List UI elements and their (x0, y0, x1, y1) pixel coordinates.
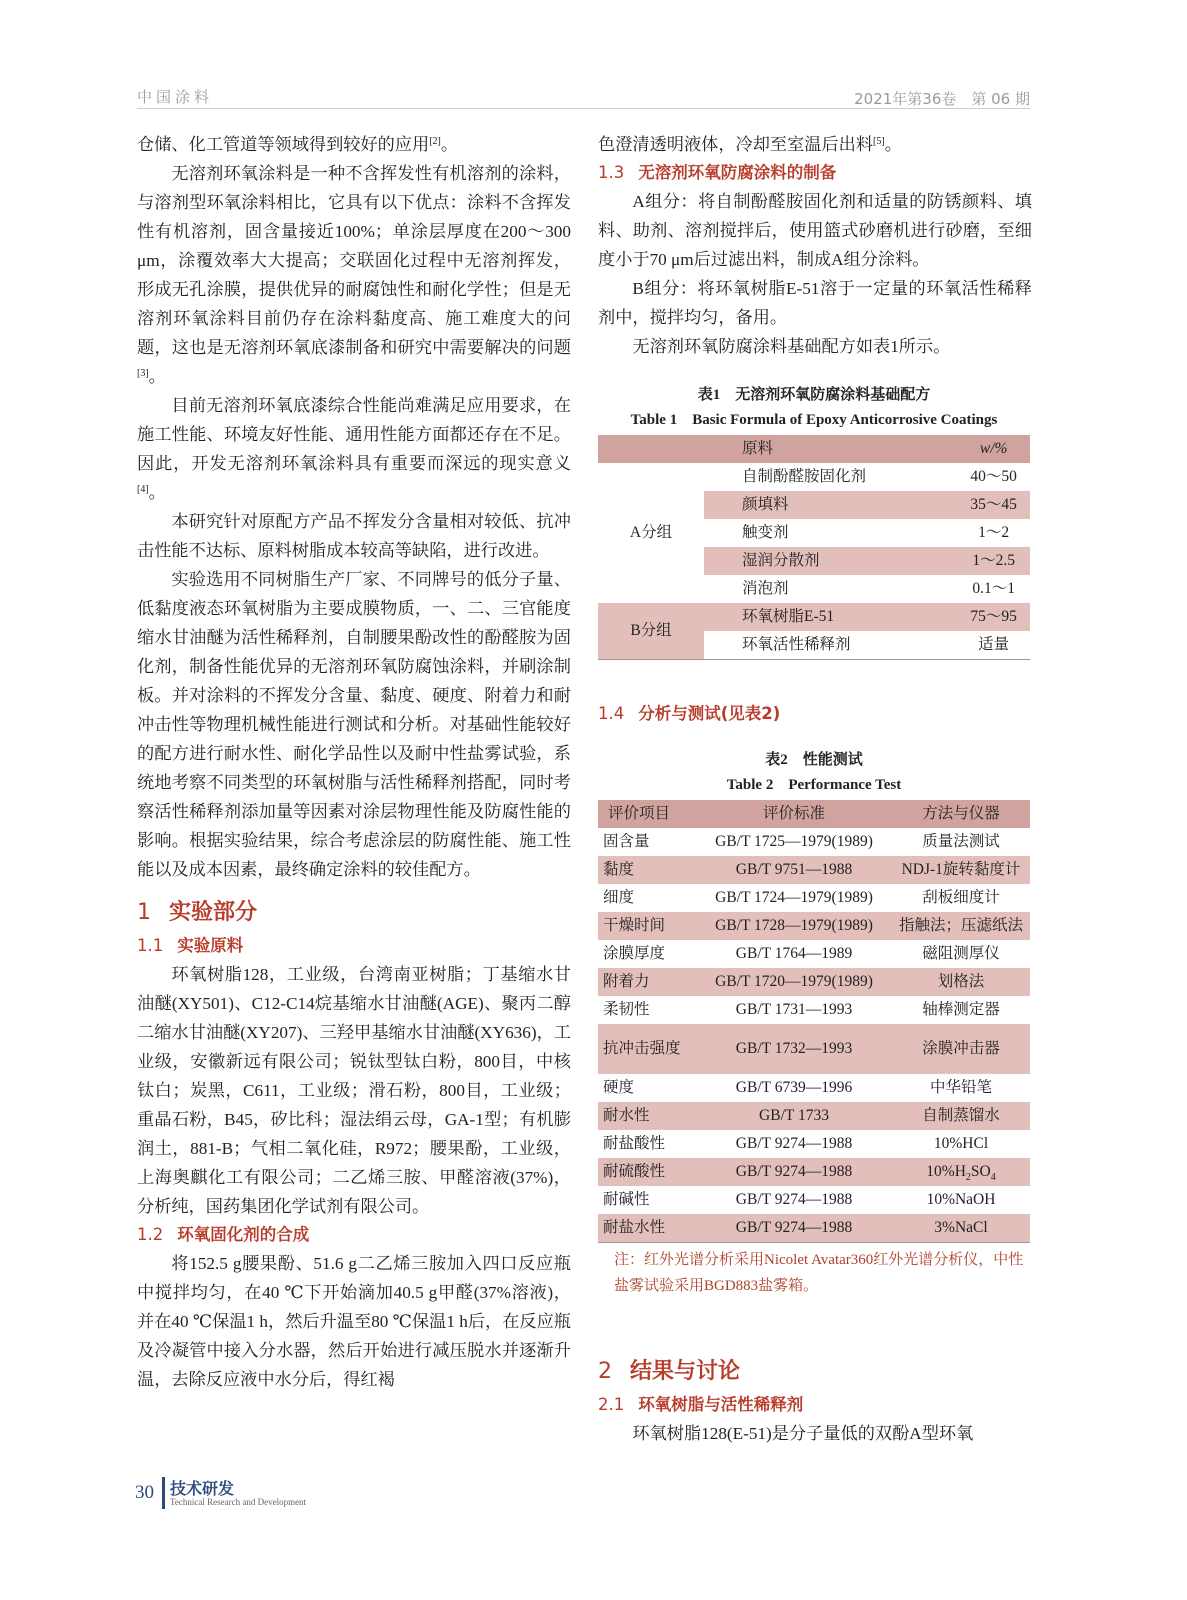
item-cell: 耐碱性 (603, 1191, 650, 1208)
table2-row (598, 1024, 1030, 1074)
paragraph: 色澄清透明液体，冷却至室温后出料[5]。 (598, 135, 902, 154)
standard-cell: GB/T 9274—1988 (735, 1191, 853, 1208)
header-rule (137, 108, 1030, 109)
method-cell: 10%NaOH (926, 1191, 996, 1208)
standard-cell: GB/T 1720—1979(1989) (715, 973, 873, 990)
standard-cell: GB/T 9274—1988 (735, 1163, 853, 1180)
right-column (598, 130, 1032, 1448)
paragraph: 环氧树脂128(E-51)是分子量低的双酚A型环氧 (632, 1424, 974, 1443)
page-number: 30 (135, 1482, 154, 1503)
header-cell (598, 435, 704, 463)
citation[interactable]: [5] (873, 136, 885, 147)
value-cell: 适量 (978, 636, 1010, 653)
citation[interactable]: [4] (137, 484, 149, 495)
value-cell: 75～95 (957, 603, 1030, 631)
table2-row (598, 996, 1030, 1024)
item-cell: 细度 (603, 889, 635, 906)
standard-cell: GB/T 6739—1996 (735, 1079, 853, 1096)
item-cell: 硬度 (603, 1079, 635, 1096)
method-cell (892, 1158, 1030, 1186)
standard-cell: GB/T 1764—1989 (735, 945, 853, 962)
header-cell: w/% (979, 440, 1008, 457)
method-cell: 涂膜冲击器 (922, 1040, 1000, 1057)
table1-caption-en: Table 1 Basic Formula of Epoxy Anticorrosive Coatings (630, 412, 998, 428)
paragraph: 本研究针对原配方产品不挥发分含量相对较低、抗冲击性能不达标、原料树脂成本较高等缺陷，进行改进。 (137, 512, 571, 560)
journal-name: 中国涂料 (137, 88, 214, 106)
paragraph: 仓储、化工管道等领域得到较好的应用[2]。 (137, 135, 459, 154)
item-cell: 耐盐酸性 (603, 1135, 666, 1152)
citation[interactable]: [2] (429, 136, 441, 147)
item-cell: 涂膜厚度 (603, 945, 666, 962)
header-cell: 评价项目 (608, 805, 671, 822)
table2-row (598, 1186, 1030, 1214)
table2-row (598, 1214, 1030, 1243)
method-cell: 自制蒸馏水 (922, 1107, 1000, 1124)
standard-cell: GB/T 9274—1988 (735, 1135, 853, 1152)
table2-caption-cn: 表2 性能测试 (765, 752, 863, 768)
value-cell: 1～2 (978, 524, 1010, 541)
standard-cell: GB/T 9274—1988 (735, 1219, 853, 1236)
table1-header-row (598, 435, 1030, 463)
method-cell: 刮板细度计 (922, 889, 1000, 906)
left-column (137, 130, 571, 1394)
table2-row (598, 968, 1030, 996)
material-cell: 自制酚醛胺固化剂 (742, 468, 867, 485)
table2-note: 注：红外光谱分析采用Nicolet Avatar360红外光谱分析仪，中性盐雾试验采用BGD883盐雾箱。 (614, 1252, 1024, 1294)
footer-bar (162, 1477, 165, 1509)
material-cell: 环氧活性稀释剂 (742, 636, 851, 653)
paragraph: 无溶剂环氧涂料是一种不含挥发性有机溶剂的涂料，与溶剂型环氧涂料相比，它具有以下优点：涂料不含挥发性有机溶剂，固含量接近100%；单涂层厚度在200～300 μm，涂覆效率大大提高；交联固化过程中无溶剂挥发，形成无孔涂膜，提供优异的耐腐蚀性和耐化学性；但是无溶剂环氧涂料目前仍存在涂料黏度高、施工难度大的问题，这也是无溶剂环氧底漆制备和研究中需要解决的问题[3]。 (137, 164, 571, 386)
subsection-heading: 1.3 无溶剂环氧防腐涂料的制备 (598, 163, 837, 182)
section-heading: 1 实验部分 (137, 900, 258, 925)
paragraph: 无溶剂环氧防腐涂料基础配方如表1所示。 (632, 337, 951, 356)
method-cell: 指触法；压滤纸法 (898, 917, 1023, 934)
item-cell: 附着力 (603, 973, 650, 990)
standard-cell: GB/T 1725—1979(1989) (715, 833, 873, 850)
standard-cell: GB/T 1732—1993 (735, 1040, 853, 1057)
table2-header-row (598, 800, 1030, 828)
standard-cell: GB/T 9751—1988 (735, 861, 853, 878)
item-cell: 黏度 (603, 861, 635, 878)
table2-caption-en: Table 2 Performance Test (726, 777, 902, 793)
method-cell: 轴棒测定器 (922, 1001, 1000, 1018)
formula-part: 2 (965, 1172, 971, 1184)
standard-cell: GB/T 1728—1979(1989) (715, 917, 873, 934)
material-cell: 消泡剂 (742, 580, 789, 597)
method-cell: 划格法 (937, 973, 985, 990)
formula-part: 4 (990, 1172, 996, 1184)
table1-row (598, 603, 1030, 631)
method-cell: 中华铅笔 (929, 1079, 992, 1096)
table1-caption-cn: 表1 无溶剂环氧防腐涂料基础配方 (697, 387, 931, 403)
citation[interactable]: [3] (137, 368, 149, 379)
method-cell: 3%NaCl (934, 1219, 988, 1236)
formula-part: 10%H (926, 1163, 966, 1180)
material-cell: 触变剂 (742, 524, 789, 541)
standard-cell: GB/T 1733 (759, 1107, 829, 1124)
item-cell: 柔韧性 (603, 1001, 650, 1018)
header-cell: 评价标准 (762, 805, 825, 822)
item-cell: 干燥时间 (603, 917, 666, 934)
subsection-heading: 1.1 实验原料 (137, 936, 244, 955)
subsection-heading: 1.4 分析与测试(见表2) (598, 704, 781, 723)
item-cell: 抗冲击强度 (603, 1040, 681, 1057)
standard-cell: GB/T 1724—1979(1989) (715, 889, 873, 906)
subsection-heading: 2.1 环氧树脂与活性稀释剂 (598, 1395, 804, 1414)
table1 (598, 435, 1030, 660)
table2-row (598, 856, 1030, 884)
item-cell: 耐硫酸性 (603, 1163, 666, 1180)
table1-row (598, 463, 1030, 491)
paragraph: 目前无溶剂环氧底漆综合性能尚难满足应用要求，在施工性能、环境友好性能、通用性能方面都还存在不足。因此，开发无溶剂环氧涂料具有重要而深远的现实意义[4]。 (137, 396, 571, 502)
material-cell: 湿润分散剂 (704, 547, 957, 575)
paragraph: 环氧树脂128，工业级，台湾南亚树脂；丁基缩水甘油醚(XY501)、C12-C14烷基缩水甘油醚(AGE)、聚丙二醇二缩水甘油醚(XY207)、三羟甲基缩水甘油醚(XY636)，工业级，安徽新远有限公司；锐钛型钛白粉，800目，中核钛白；炭黑，C611，工业级；滑石粉，800目，工业级；重晶石粉，B45，矽比科；湿法绢云母，GA-1型；有机膨润土，881-B；气相二氧化硅，R972；腰果酚，工业级，上海奥麒化工有限公司；二乙烯三胺、甲醛溶液(37%)，分析纯，国药集团化学试剂有限公司。 (137, 965, 571, 1216)
header-cell: 原料 (742, 440, 774, 457)
paragraph: A组分：将自制酚醛胺固化剂和适量的防锈颜料、填料、助剂、溶剂搅拌后，使用篮式砂磨机进行砂磨，至细度小于70 μm后过滤出料，制成A组分涂料。 (598, 192, 1032, 269)
method-cell: 质量法测试 (922, 833, 1000, 850)
method-cell: NDJ-1旋转黏度计 (901, 861, 1021, 878)
paragraph: 将152.5 g腰果酚、51.6 g二乙烯三胺加入四口反应瓶中搅拌均匀，在40 ℃下开始滴加40.5 g甲醛(37%溶液)，并在40 ℃保温1 h，然后升温至80 ℃保温1 h后，在反应瓶及冷凝管中接入分水器，然后开始进行减压脱水并逐渐升温，去除反应液中水分后，得红褐 (137, 1254, 571, 1389)
table2-row (598, 940, 1030, 968)
formula-part: SO (970, 1163, 991, 1180)
method-cell: 10%HCl (933, 1135, 989, 1152)
paragraph: B组分：将环氧树脂E-51溶于一定量的环氧活性稀释剂中，搅拌均匀，备用。 (598, 279, 1032, 327)
standard-cell: GB/T 1731—1993 (735, 1001, 853, 1018)
table2-row (598, 912, 1030, 940)
footer-section-en: Technical Research and Development (170, 1497, 307, 1507)
group-cell: B分组 (598, 603, 704, 660)
subsection-heading: 1.2 环氧固化剂的合成 (137, 1225, 310, 1244)
item-cell: 耐水性 (603, 1107, 650, 1124)
footer-section-cn: 技术研发 (170, 1479, 235, 1498)
table2-row (598, 1074, 1030, 1102)
table2 (598, 800, 1030, 1243)
item-cell: 固含量 (603, 833, 650, 850)
value-cell: 0.1～1 (972, 580, 1015, 597)
table2-row (598, 884, 1030, 912)
group-cell: A分组 (629, 524, 673, 541)
section-heading: 2 结果与讨论 (598, 1359, 741, 1384)
item-cell: 耐盐水性 (603, 1219, 666, 1236)
table2-row (598, 1102, 1030, 1130)
material-cell: 环氧树脂E-51 (704, 603, 957, 631)
issue-info: 2021年第36卷 第 06 期 (854, 90, 1030, 108)
table2-row (598, 828, 1030, 856)
paragraph: 实验选用不同树脂生产厂家、不同牌号的低分子量、低黏度液态环氧树脂为主要成膜物质，一、二、三官能度缩水甘油醚为活性稀释剂，自制腰果酚改性的酚醛胺为固化剂，制备性能优异的无溶剂环氧防腐蚀涂料，并刷涂制板。并对涂料的不挥发分含量、黏度、硬度、附着力和耐冲击性等物理机械性能进行测试和分析。对基础性能较好的配方进行耐水性、耐化学品性以及耐中性盐雾试验，系统地考察不同类型的环氧树脂与活性稀释剂搭配，同时考察活性稀释剂添加量等因素对涂层物理性能及防腐性能的影响。根据实验结果，综合考虑涂层的防腐性能、施工性能以及成本因素，最终确定涂料的较佳配方。 (137, 570, 571, 879)
material-cell: 颜填料 (704, 491, 957, 519)
value-cell: 35～45 (957, 491, 1030, 519)
table2-row (598, 1130, 1030, 1158)
method-cell: 磁阻测厚仪 (922, 945, 1000, 962)
value-cell: 1～2.5 (957, 547, 1030, 575)
value-cell: 40～50 (970, 468, 1017, 485)
header-cell: 方法与仪器 (922, 805, 1000, 822)
table2-row (598, 1158, 1030, 1186)
